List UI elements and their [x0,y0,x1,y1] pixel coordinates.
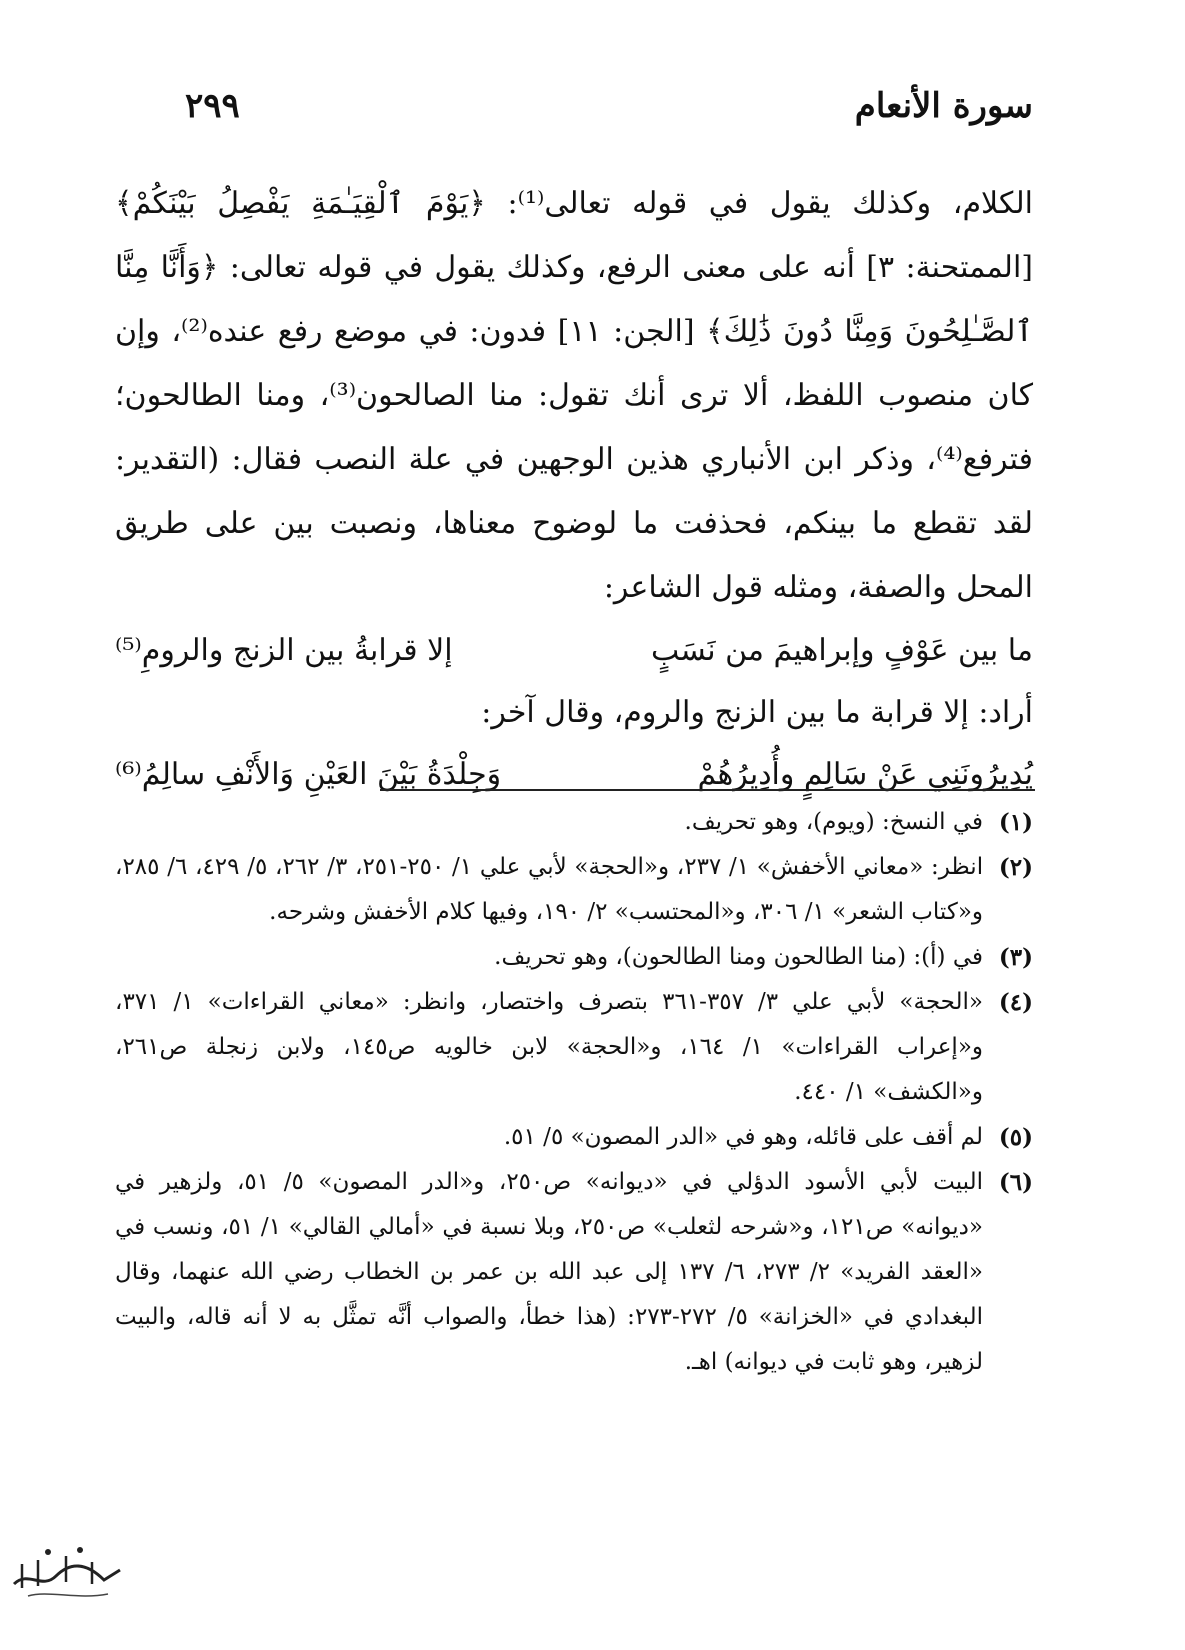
footnote-item [115,1115,1033,1160]
footnote-text: «الحجة» لأبي علي ٣/ ٣٥٧-٣٦١ بتصرف واختصار، وانظر: «معاني القراءات» ١/ ٣٧١، و«إعراب القراءات» ١/ ١٦٤، و«الحجة» لابن خالويه ص١٤٥، ولابن زنجلة ص٢٦١، و«الكشف» ١/ ٤٤٠. [115,989,983,1105]
footnote-text: لم أقف على قائله، وهو في «الدر المصون» ٥/ ٥١. [503,1124,983,1150]
footnote-text: انظر: «معاني الأخفش» ١/ ٢٣٧، و«الحجة» لأبي علي ١/ ٢٥٠-٢٥١، ٣/ ٢٦٢، ٥/ ٤٢٩، ٦/ ٢٨٥، و«كتاب الشعر» ١/ ٣٠٦، و«المحتسب» ٢/ ١٩٠، وفيها كلام الأخفش وشرحه. [115,854,984,925]
footnote-text: في النسخ: (ويوم)، وهو تحريف. [684,809,983,835]
verse-explanation: أراد: إلا قرابة ما بين الزنج والروم، وقال آخر: [481,695,1033,730]
footnote-number: (٣) [998,944,1033,971]
footnote-number: (٢) [998,854,1033,881]
footnote-item [115,980,1033,1115]
footnote-number: (٥) [998,1124,1033,1151]
footnote-number: (١) [998,809,1033,836]
footnote-item [115,935,1033,980]
surah-title: سورة الأنعام [854,86,1033,126]
poetry-verse-1 [115,620,1033,682]
body-paragraph: الكلام، وكذلك يقول في قوله تعالى⁽¹⁾: ﴿يَوْمَ ٱلْقِيَـٰمَةِ يَفْصِلُ بَيْنَكُمْ﴾ [الممتحنة: ٣] أنه على معنى الرفع، وكذلك يقول في قوله تعالى: ﴿وَأَنَّا مِنَّا ٱلصَّـٰلِحُونَ وَمِنَّا دُونَ ذَٰلِكَ﴾ [الجن: ١١] فدون: في موضع رفع عنده⁽²⁾، وإن كان منصوب اللفظ، ألا ترى أنك تقول: منا الصالحون⁽³⁾، ومنا الطالحون؛ فترفع⁽⁴⁾، وذكر ابن الأنباري هذين الوجهين في علة النصب فقال: (التقدير: لقد تقطع ما بينكم، فحذفت ما لوضوح معناها، ونصبت بين على طريق المحل والصفة، ومثله قول الشاعر: [115,186,1033,605]
footnote-text: البيت لأبي الأسود الدؤلي في «ديوانه» ص٢٥٠، و«الدر المصون» ٥/ ٥١، ولزهير في «ديوانه» ص١٢١، و«شرحه لثعلب» ص٢٥٠، وبلا نسبة في «أمالي القالي» ١/ ٥١، ونسب في «العقد الفريد» ٢/ ٢٧٣، ٦/ ١٣٧ إلى عبد الله بن عمر بن الخطاب رضي الله عنهما، وقال البغدادي في «الخزانة» ٥/ ٢٧٢-٢٧٣: (هذا خطأ، والصواب أنَّه تمثَّل به لا أنه قاله، والبيت لزهير، وهو ثابت في ديوانه) اهـ. [115,1169,984,1375]
footnote-text: في (أ): (منا الطالحون ومنا الطالحون)، وهو تحريف. [494,944,983,970]
footnote-item [115,845,1033,935]
publisher-logo [8,1540,126,1602]
footnote-item [115,1160,1033,1385]
verse-2-first-hemistich: يُدِيرُونَنِي عَنْ سَالِمٍ وأُدِيرُهُمْ [697,757,1033,792]
page-number: ٢٩٩ [185,86,240,126]
main-text [115,172,1033,806]
page-header [185,80,1033,140]
verse-1-second-hemistich: إلا قرابةُ بين الزنج والرومِ⁽⁵⁾ [115,633,453,668]
footnote-number: (٤) [998,989,1033,1016]
footnotes [115,800,1033,1385]
footnote-item [115,800,1033,845]
footnote-number: (٦) [998,1169,1033,1196]
verse-2-second-hemistich: وَجِلْدَةُ بَيْنَ العَيْنِ وَالأَنْفِ سالِمُ⁽⁶⁾ [115,757,502,792]
verse-1-first-hemistich: ما بين عَوْفٍ وإبراهيمَ من نَسَبٍ [650,633,1033,668]
footnote-divider [380,789,1035,791]
poetry-verse-2 [115,744,1033,806]
